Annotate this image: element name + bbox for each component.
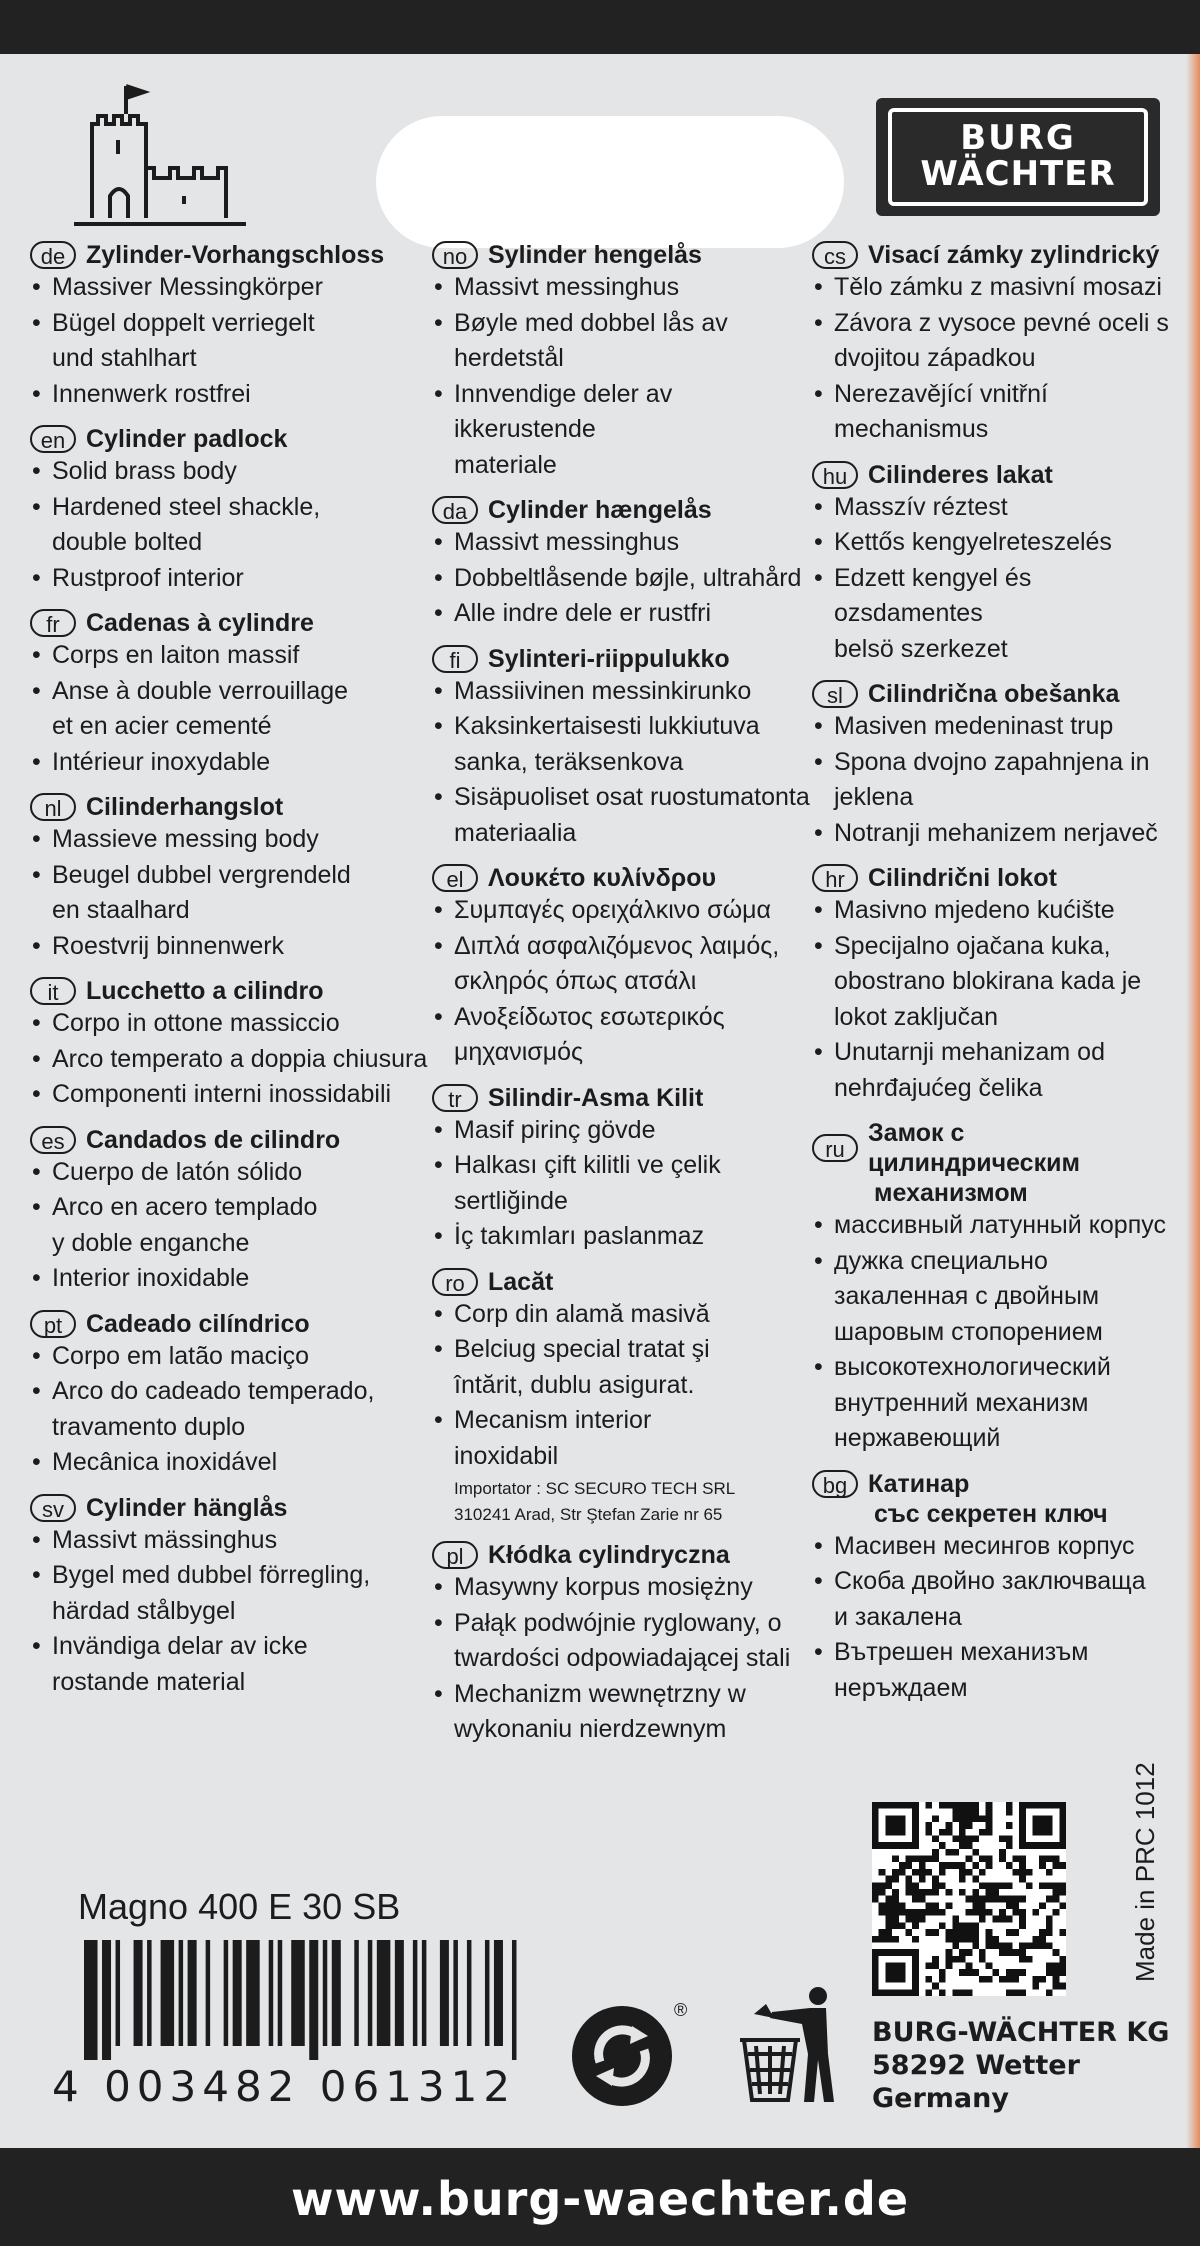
feature-item: • İç takımları paslanmaz [432, 1219, 814, 1255]
feature-item: • Скоба двойно заключваща и закалена [812, 1564, 1172, 1635]
barcode-bar [377, 1940, 391, 2046]
feature-item: • Massivt messinghus [432, 525, 814, 561]
language-code-badge: ru [812, 1134, 858, 1162]
website-url: www.burg-waechter.de [290, 2172, 910, 2226]
language-section-hu [812, 460, 1172, 668]
language-code-badge: no [432, 241, 478, 269]
feature-item: • Masszív réztest [812, 490, 1172, 526]
feature-item: • Innvendige deler av ikkerustende materiale [432, 377, 814, 484]
section-title: Cadeado cilíndrico [86, 1309, 310, 1338]
feature-item: • Arco temperato a doppia chiusura [30, 1042, 430, 1078]
feature-item: • Tělo zámku z masivní mosazi [812, 270, 1172, 306]
made-in-label: Made in PRC 1012 [1130, 1762, 1160, 1982]
feature-item: • Bügel doppelt verriegelt und stahlhart [30, 306, 430, 377]
barcode-bar [323, 1940, 328, 2046]
barcode-bar [453, 1940, 458, 2046]
feature-item: • Anse à double verrouillage et en acier cementé [30, 674, 430, 745]
section-header [30, 240, 430, 270]
section-title-continued: със секретен ключ [874, 1499, 1108, 1528]
language-section-fr [30, 608, 430, 780]
language-section-de [30, 240, 430, 412]
barcode-bar [368, 1940, 373, 2046]
feature-item: • массивный латунный корпус [812, 1208, 1172, 1244]
language-code-badge: cs [812, 241, 858, 269]
feature-item: • Bygel med dubbel förregling, härdad stålbygel [30, 1558, 430, 1629]
feature-item: • Notranji mehanizem nerjaveč [812, 816, 1172, 852]
language-code-badge: ro [432, 1268, 478, 1296]
section-header [30, 608, 430, 638]
language-code-badge: de [30, 241, 76, 269]
section-title: Zylinder-Vorhangschloss [86, 241, 385, 269]
barcode [84, 1940, 530, 2060]
section-title: Замок с цилиндрическим [868, 1119, 1080, 1177]
section-title: Sylinder hengelås [488, 241, 702, 269]
feature-item: • Innenwerk rostfrei [30, 377, 430, 413]
section-title: Катинар [868, 1469, 970, 1498]
section-header [30, 424, 430, 454]
section-header [812, 460, 1172, 490]
feature-item: • Beugel dubbel vergrendeld en staalhard [30, 858, 430, 929]
language-section-fi [432, 644, 814, 852]
language-section-pt [30, 1309, 430, 1481]
logo-line1: BURG [960, 118, 1076, 158]
feature-item: • Massivt messinghus [432, 270, 814, 306]
language-section-el [432, 863, 814, 1071]
section-header [30, 976, 430, 1006]
language-code-badge: tr [432, 1084, 478, 1112]
feature-item: • Interior inoxidable [30, 1261, 430, 1297]
barcode-bar [84, 1940, 98, 2060]
language-code-badge: hr [812, 864, 858, 892]
feature-item: • Nerezavějící vnitřní mechanismus [812, 377, 1172, 448]
language-code-badge: fr [30, 609, 76, 637]
barcode-bar [512, 1940, 517, 2060]
feature-item: • Mechanizm wewnętrzny w wykonaniu nierdzewnym [432, 1677, 814, 1748]
feature-item: • Cuerpo de latón sólido [30, 1155, 430, 1191]
feature-item: • Arco en acero templado y doble enganche [30, 1190, 430, 1261]
feature-item: • Unutarnji mehanizam od nehrđajućeg čelika [812, 1035, 1172, 1106]
language-code-badge: pt [30, 1310, 76, 1338]
section-title: Cilindrični lokot [868, 864, 1057, 892]
company-country: Germany [872, 2083, 1009, 2114]
section-header [30, 792, 430, 822]
feature-item: • Masywny korpus mosiężny [432, 1570, 814, 1606]
section-header [30, 1493, 430, 1523]
feature-item: • Διπλά ασφαλιζόμενος λαιμός, σκληρός όπως ατσάλι [432, 929, 814, 1000]
barcode-bar [179, 1940, 184, 2046]
language-section-da [432, 495, 814, 632]
section-title: Cilindrična obešanka [868, 680, 1120, 708]
section-title: Cadenas à cylindre [86, 609, 314, 637]
barcode-bar [278, 1940, 283, 2046]
feature-item: • Corps en laiton massif [30, 638, 430, 674]
language-code-badge: en [30, 425, 76, 453]
barcode-bar [354, 1940, 359, 2046]
barcode-bar [188, 1940, 197, 2046]
section-header [432, 495, 814, 525]
barcode-bar [206, 1940, 211, 2046]
feature-item: • Pałąk podwójnie ryglowany, o twardości odpowiadającej stali [432, 1606, 814, 1677]
registered-mark: ® [674, 2000, 688, 2020]
feature-item: • Componenti interni inossidabili [30, 1077, 430, 1113]
green-dot-icon [570, 2004, 674, 2108]
language-code-badge: it [30, 977, 76, 1005]
section-title: Silindir-Asma Kilit [488, 1083, 704, 1112]
company-name: BURG-WÄCHTER KG [872, 2017, 1170, 2048]
feature-item: • Corpo in ottone massiccio [30, 1006, 430, 1042]
feature-item: • Invändiga delar av icke rostande material [30, 1629, 430, 1700]
feature-item: • дужка специально закаленная с двойным шаровым стопорением [812, 1244, 1172, 1351]
feature-item: • Specijalno ojačana kuka, obostrano blokirana kada je lokot zaključan [812, 929, 1172, 1036]
barcode-number: 4 003482 061312 [52, 2062, 517, 2111]
section-header [432, 240, 814, 270]
logo-line2: WÄCHTER [920, 154, 1116, 194]
section-title: Lucchetto a cilindro [86, 977, 324, 1005]
section-title: Λουκέτο κυλίνδρου [488, 864, 717, 892]
section-header [30, 1309, 430, 1339]
feature-item: • Masivno mjedeno kućište [812, 893, 1172, 929]
feature-item: • Závora z vysoce pevné oceli s dvojitou západkou [812, 306, 1172, 377]
section-title: Cilinderes lakat [868, 460, 1053, 489]
language-code-badge: es [30, 1126, 76, 1154]
barcode-bar [413, 1940, 418, 2046]
language-section-no [432, 240, 814, 483]
language-code-badge: bg [812, 1470, 858, 1498]
language-code-badge: sl [812, 680, 858, 708]
language-section-tr [432, 1083, 814, 1255]
feature-item: • Masif pirinç gövde [432, 1113, 814, 1149]
language-section-it [30, 976, 430, 1113]
language-column-2 [432, 240, 814, 1760]
feature-item: • Intérieur inoxydable [30, 745, 430, 781]
language-section-ro [432, 1267, 814, 1529]
language-code-badge: fi [432, 645, 478, 673]
barcode-bar [224, 1940, 229, 2046]
feature-item: • Mecanism interior inoxidabil [432, 1403, 814, 1474]
section-header [432, 1267, 814, 1297]
barcode-bar [309, 1940, 318, 2060]
feature-item: • Sisäpuoliset osat ruostumatonta materiaalia [432, 780, 814, 851]
feature-item: • Halkası çift kilitli ve çelik sertliğinde [432, 1148, 814, 1219]
section-title: Sylinteri-riippulukko [488, 644, 730, 673]
section-title: Cylinder padlock [86, 425, 288, 453]
barcode-bar [233, 1940, 242, 2046]
importer-note: Importator : SC SECURO TECH SRL 310241 Arad, Str Ştefan Zarie nr 65 [454, 1479, 736, 1524]
feature-item: • Corp din alamă masivă [432, 1297, 814, 1333]
feature-item: • Συμπαγές ορειχάλκινο σώμα [432, 893, 814, 929]
feature-item: • Bøyle med dobbel lås av herdetstål [432, 306, 814, 377]
language-section-sl [812, 679, 1172, 851]
feature-item: • Massiver Messingkörper [30, 270, 430, 306]
section-title: Lacăt [488, 1267, 554, 1296]
section-header [812, 1469, 1172, 1499]
barcode-bar [134, 1940, 143, 2046]
feature-item: • Alle indre dele er rustfri [432, 596, 814, 632]
feature-item: • Solid brass body [30, 454, 430, 490]
barcode-bar [246, 1940, 260, 2046]
feature-item: • Massiivinen messinkirunko [432, 674, 814, 710]
feature-item: • Masiven medeninast trup [812, 709, 1172, 745]
feature-item: • Hardened steel shackle, double bolted [30, 490, 430, 561]
section-header [812, 240, 1172, 270]
section-title-continued: механизмом [874, 1179, 1028, 1207]
barcode-bar [161, 1940, 175, 2046]
barcode-bar [485, 1940, 490, 2046]
feature-item: • Kaksinkertaisesti lukkiutuva sanka, teräksenkova [432, 709, 814, 780]
language-code-badge: da [432, 496, 478, 524]
feature-item: • Spona dvojno zapahnjena in jeklena [812, 745, 1172, 816]
feature-item: • Massieve messing body [30, 822, 430, 858]
feature-item: • Corpo em latão maciço [30, 1339, 430, 1375]
section-header [432, 1540, 814, 1570]
section-title: Cilinderhangslot [86, 793, 284, 821]
section-header [812, 679, 1172, 709]
barcode-bar [467, 1940, 472, 2046]
section-header [432, 644, 814, 674]
barcode-bar [291, 1940, 305, 2046]
language-code-badge: sv [30, 1494, 76, 1522]
barcode-bar [440, 1940, 449, 2046]
feature-item: • Dobbeltlåsende bøjle, ultrahård [432, 561, 814, 597]
section-title: Kłódka cylindryczna [488, 1541, 730, 1569]
section-header [432, 1083, 814, 1113]
barcode-bar [395, 1940, 404, 2046]
barcode-bar [332, 1940, 341, 2046]
language-section-bg [812, 1469, 1172, 1707]
barcode-bar [116, 1940, 121, 2046]
language-column-3 [812, 240, 1172, 1718]
section-header [432, 863, 814, 893]
language-code-badge: el [432, 864, 478, 892]
language-section-en [30, 424, 430, 596]
language-section-ru [812, 1118, 1172, 1457]
feature-item: • Mecânica inoxidável [30, 1445, 430, 1481]
language-section-sv [30, 1493, 430, 1701]
section-title: Candados de cilindro [86, 1125, 341, 1154]
company-address [872, 2016, 1169, 2115]
feature-item: • Arco do cadeado temperado, travamento duplo [30, 1374, 430, 1445]
hang-hole [376, 116, 844, 248]
recycle-bin-icon [730, 1984, 842, 2106]
brand-logo [876, 98, 1160, 216]
feature-item: • Масивен месингов корпус [812, 1529, 1172, 1565]
language-code-badge: pl [432, 1541, 478, 1569]
section-title: Cylinder hänglås [86, 1493, 288, 1522]
feature-item: • Rustproof interior [30, 561, 430, 597]
feature-item: • Roestvrij binnenwerk [30, 929, 430, 965]
language-section-pl [432, 1540, 814, 1748]
section-header [812, 1118, 1172, 1178]
feature-item: • Massivt mässinghus [30, 1523, 430, 1559]
feature-item: • Ανοξείδωτος εσωτερικός μηχανισμός [432, 1000, 814, 1071]
language-section-cs [812, 240, 1172, 448]
feature-item: • Edzett kengyel és ozsdamentes belsö szerkezet [812, 561, 1172, 668]
barcode-bar [269, 1940, 274, 2046]
language-section-nl [30, 792, 430, 964]
barcode-bar [102, 1940, 111, 2060]
section-header [812, 863, 1172, 893]
model-name: Magno 400 E 30 SB [78, 1886, 401, 1927]
language-code-badge: hu [812, 461, 858, 489]
feature-item: • Belciug special tratat şi întărit, dublu asigurat. [432, 1332, 814, 1403]
qr-code [872, 1802, 1066, 1996]
company-city: 58292 Wetter [872, 2050, 1080, 2081]
section-title: Visací zámky zylindrický [868, 241, 1160, 269]
feature-item: • Вътрешен механизъм неръждаем [812, 1635, 1172, 1706]
language-section-es [30, 1125, 430, 1297]
barcode-bar [147, 1940, 152, 2046]
feature-item: • высокотехнологический внутренний механизм нержавеющий [812, 1350, 1172, 1457]
language-column-1 [30, 240, 430, 1712]
language-code-badge: nl [30, 793, 76, 821]
feature-item: • Kettős kengyelreteszelés [812, 525, 1172, 561]
section-header [30, 1125, 430, 1155]
section-title: Cylinder hængelås [488, 496, 712, 524]
barcode-bar [422, 1940, 427, 2046]
castle-icon [72, 78, 248, 228]
language-section-hr [812, 863, 1172, 1106]
barcode-bar [494, 1940, 503, 2046]
